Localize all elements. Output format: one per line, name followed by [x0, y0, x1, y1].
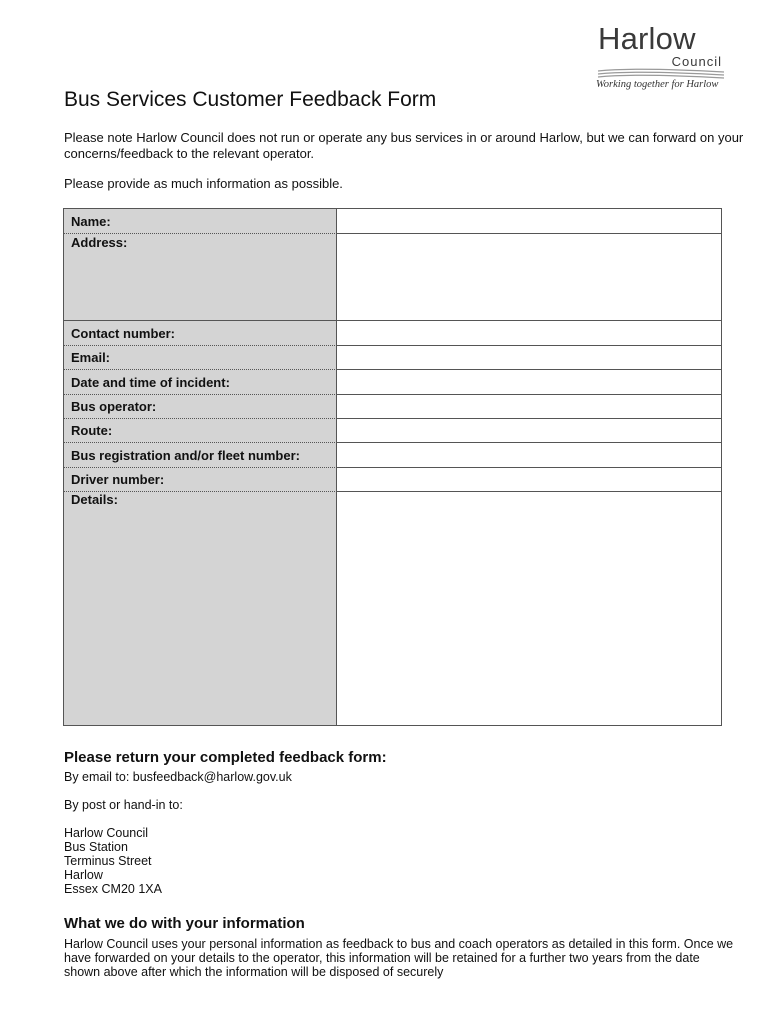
form-inputs-column: [337, 209, 721, 725]
logo-tagline: Working together for Harlow: [596, 79, 719, 90]
postal-address: [64, 826, 162, 896]
name-field[interactable]: [337, 209, 721, 233]
route-field[interactable]: [337, 419, 721, 442]
email-field[interactable]: [337, 346, 721, 369]
form-labels-column: [64, 209, 337, 725]
row-divider: [64, 369, 337, 370]
label-email: Email:: [71, 350, 111, 365]
row-divider: [64, 418, 337, 419]
bus-registration-field[interactable]: [337, 443, 721, 467]
row-divider: [64, 467, 337, 468]
label-details: Details:: [71, 492, 118, 507]
row-divider: [64, 320, 336, 321]
details-field[interactable]: [337, 492, 721, 725]
logo-council: Council: [671, 54, 722, 69]
info-heading: What we do with your information: [64, 915, 305, 932]
label-bus-registration: Bus registration and/or fleet number:: [71, 448, 300, 463]
return-post-line: By post or hand-in to:: [64, 798, 183, 812]
return-heading: Please return your completed feedback form:: [64, 749, 387, 766]
feedback-form-table: [63, 208, 722, 726]
row-divider: [64, 442, 337, 443]
label-route: Route:: [71, 423, 113, 438]
page-title: Bus Services Customer Feedback Form: [64, 88, 437, 111]
incident-date-time-field[interactable]: [337, 370, 721, 394]
label-address: Address:: [71, 235, 128, 250]
address-field[interactable]: [337, 234, 721, 320]
label-contact-number: Contact number:: [71, 326, 175, 341]
driver-number-field[interactable]: [337, 468, 721, 491]
bus-operator-field[interactable]: [337, 395, 721, 418]
address-line: Essex CM20 1XA: [64, 882, 162, 896]
label-driver-number: Driver number:: [71, 472, 165, 487]
intro-note: Please note Harlow Council does not run or operate any bus services in or around Harlow, but we can forward on your concerns/feedback to the relevant operator.: [64, 130, 744, 161]
address-line: Harlow: [64, 868, 103, 882]
label-bus-operator: Bus operator:: [71, 399, 157, 414]
label-date-time-incident: Date and time of incident:: [71, 375, 230, 390]
info-text: Harlow Council uses your personal information as feedback to bus and coach operators as detailed in this form. Once we have forwarded on your details to the operator, this information will be retained for a further two years from the date shown above after which the information will be disposed of securely: [64, 937, 734, 979]
return-email-line: By email to: busfeedback@harlow.gov.uk: [64, 770, 292, 784]
row-divider: [64, 345, 337, 346]
intro-provide: Please provide as much information as possible.: [64, 176, 343, 191]
logo-swoosh-icon: [596, 66, 726, 80]
contact-number-field[interactable]: [337, 321, 721, 345]
address-line: Bus Station: [64, 840, 128, 854]
row-divider: [64, 394, 337, 395]
address-line: Terminus Street: [64, 854, 152, 868]
address-line: Harlow Council: [64, 826, 149, 840]
row-divider: [64, 233, 337, 234]
harlow-council-logo: [596, 22, 726, 90]
label-name: Name:: [71, 214, 111, 229]
logo-wordmark: Harlow: [598, 21, 696, 56]
